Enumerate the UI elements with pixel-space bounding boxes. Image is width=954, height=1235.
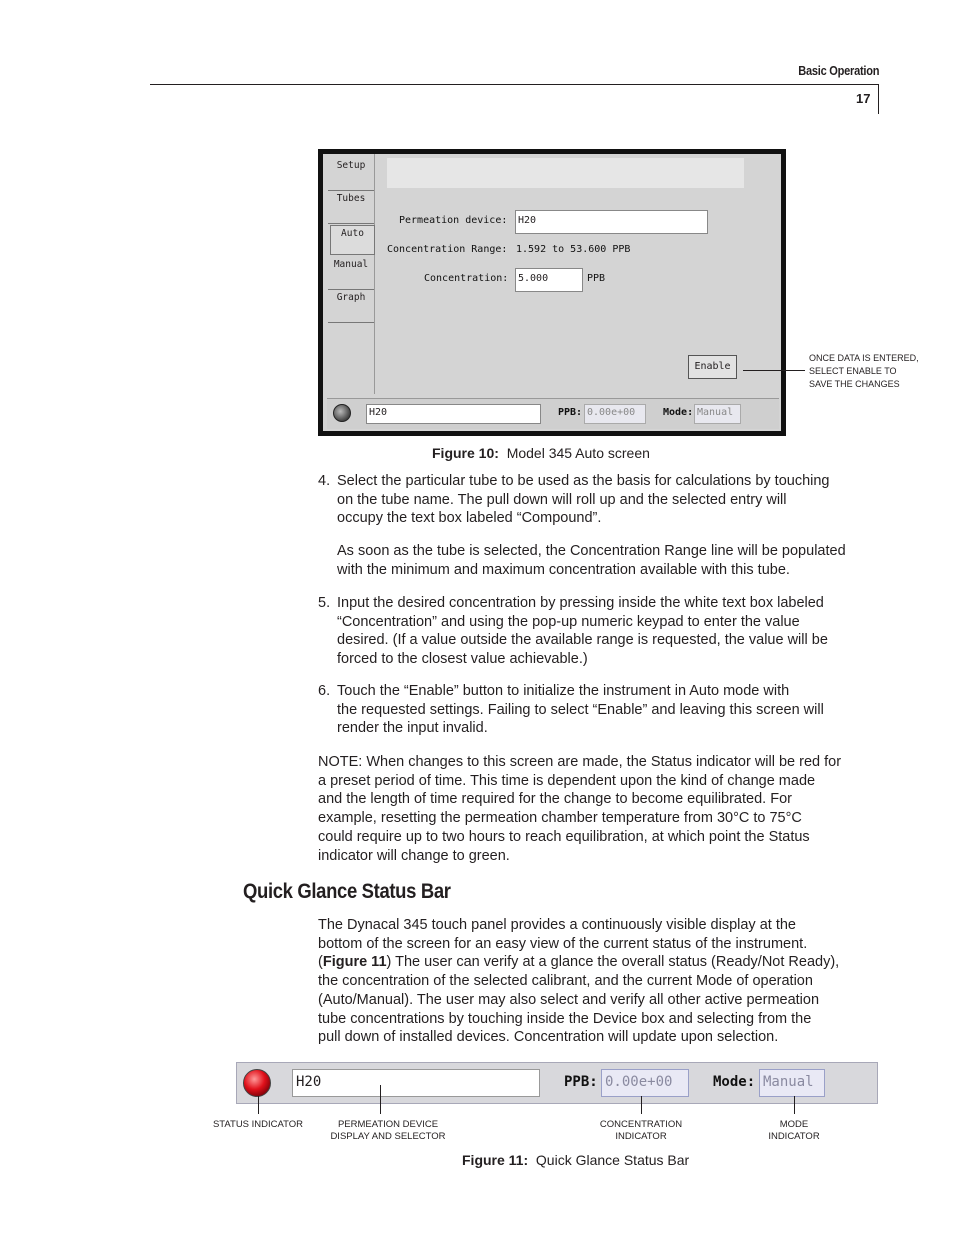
concentration-label: Concentration: (424, 273, 509, 284)
figure10-caption: Figure 10: Model 345 Auto screen (432, 445, 650, 461)
running-header: Basic Operation (798, 63, 879, 78)
concentration-indicator-label: CONCENTRATION INDICATOR (599, 1119, 683, 1142)
concentration-leader-line (641, 1096, 642, 1114)
concentration-range-label: Concentration Range: (387, 244, 508, 255)
step-4-text: Select the particular tube to be used as the basis for calculations by touching on the tube name. The pull down will roll up and the selected entry will occupy the text box labeled “Compound”. (337, 473, 830, 527)
mode-leader-line (794, 1096, 795, 1114)
step-6-text: Touch the “Enable” button to initialize the instrument in Auto mode with the requested settings. Failing to select “Enable” and leaving this screen will render the input invalid. (337, 683, 824, 737)
header-rule (150, 84, 879, 85)
concentration-unit: PPB (587, 273, 606, 284)
tab-auto[interactable]: Auto (330, 225, 375, 255)
device-selector[interactable]: H20 (292, 1069, 540, 1097)
figure11-caption: Figure 11: Quick Glance Status Bar (462, 1152, 690, 1168)
screen-title-bar (387, 158, 744, 188)
status-indicator-icon (333, 404, 351, 422)
permeation-device-label: Permeation device: (399, 215, 508, 226)
permeation-device-field[interactable]: H20 (515, 210, 708, 234)
figure11-reference: Figure 11 (322, 954, 387, 971)
step-6-number: 6. (318, 683, 331, 699)
section-heading: Quick Glance Status Bar (243, 880, 451, 903)
mode-label: Mode: (713, 1074, 756, 1090)
mode-label: Mode: (663, 407, 694, 418)
mode-value: Manual (694, 404, 741, 424)
step-4-number: 4. (318, 473, 331, 489)
permeation-device-label: PERMEATION DEVICE DISPLAY AND SELECTOR (330, 1119, 446, 1142)
tab-manual[interactable]: Manual (328, 257, 374, 290)
auto-screen (323, 154, 781, 431)
mode-indicator-label: MODE INDICATOR (768, 1119, 820, 1142)
tab-setup[interactable]: Setup (328, 158, 374, 191)
ppb-value: 0.00e+00 (584, 404, 646, 424)
step-5-number: 5. (318, 595, 331, 611)
tab-graph[interactable]: Graph (328, 290, 374, 323)
enable-button[interactable]: Enable (688, 355, 737, 379)
mode-value: Manual (759, 1069, 825, 1097)
tab-tubes[interactable]: Tubes (328, 191, 374, 224)
tab-separator (374, 154, 375, 394)
status-indicator-label: STATUS INDICATOR (212, 1119, 304, 1130)
device-selector[interactable]: H20 (366, 404, 541, 424)
ppb-value: 0.00e+00 (601, 1069, 689, 1097)
concentration-input[interactable]: 5.000 (515, 268, 583, 292)
section-paragraph: The Dynacal 345 touch panel provides a continuously visible display at the bottom of the screen for an easy view of the current status of the instrument. (Figure 11) The user can verify at a glance the overall status (Ready/Not Ready), the concentration of the selected calibrant, and the current Mode of operation (Auto/Manual). The user may also select and verify all other active permeation tube concentrations by touching inside the Device box and selecting from the pull down of installed devices. Concentration will update upon selection. (318, 917, 840, 1046)
ppb-label: PPB: (564, 1074, 598, 1090)
header-vertical-rule (878, 84, 879, 114)
ppb-label: PPB: (558, 407, 583, 418)
enable-callout: ONCE DATA IS ENTERED, SELECT ENABLE TO SAVE THE CHANGES (809, 353, 919, 389)
device-leader-line (380, 1085, 381, 1114)
note-paragraph: NOTE: When changes to this screen are made, the Status indicator will be red for a preset period of time. This time is dependent upon the kind of change made and the length of time required for the change to become equilibrated. For example, resetting the permeation chamber temperature from 30°C to 75°C could require up to two hours to reach equilibration, at which point the Status indicator will change to green. (318, 754, 842, 864)
status-leader-line (258, 1096, 259, 1114)
step-5-text: Input the desired concentration by pressing inside the white text box labeled “Concentration” and using the pop-up numeric keypad to enter the value desired. (If a value outside the available range is requested, the value will be forced to the closest value achievable.) (337, 595, 828, 668)
page-number: 17 (856, 91, 871, 106)
concentration-range-value: 1.592 to 53.600 PPB (516, 244, 631, 255)
step-4-paragraph: As soon as the tube is selected, the Concentration Range line will be populated with the minimum and maximum concentration available with this tube. (337, 543, 846, 578)
status-indicator-icon (243, 1069, 271, 1097)
enable-callout-line (743, 370, 805, 371)
